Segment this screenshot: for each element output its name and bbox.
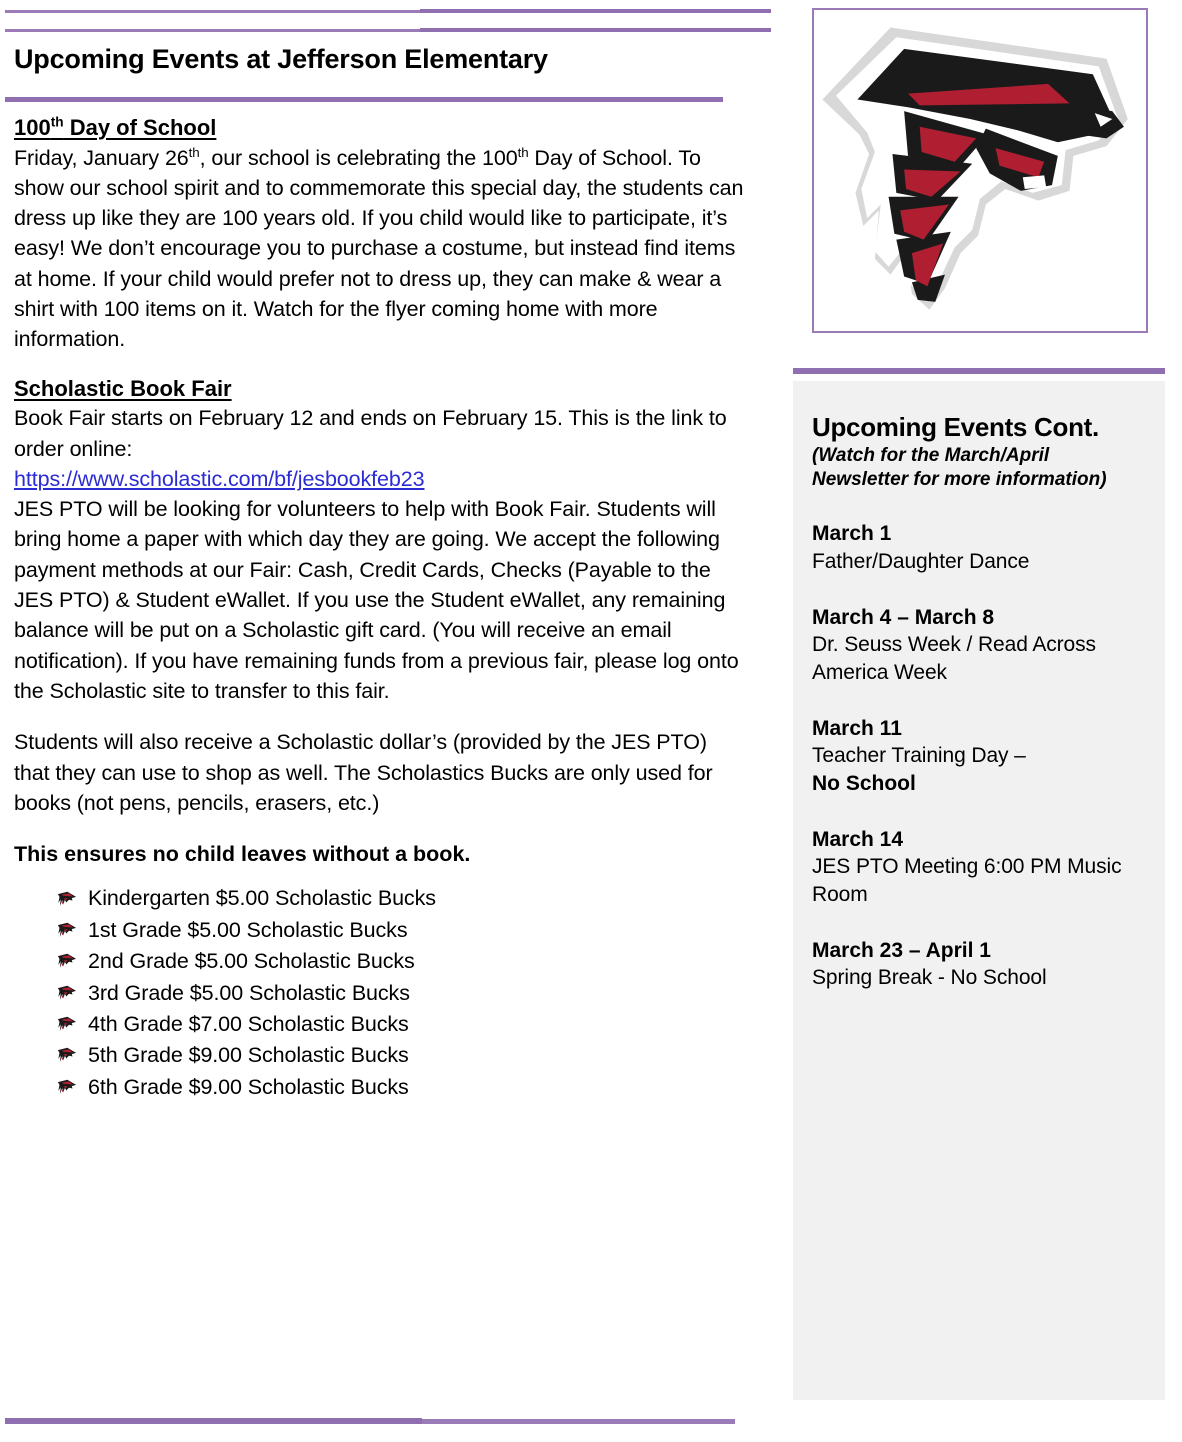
footer-rule-right [422, 1419, 735, 1424]
scholastic-bucks-list [5, 883, 745, 1103]
list-item-label: 1st Grade $5.00 Scholastic Bucks [88, 917, 408, 942]
event-description: Father/Daughter Dance [812, 549, 1030, 573]
text-run: Friday, January 26 [14, 145, 189, 170]
falcon-bullet-icon [57, 1016, 77, 1033]
sidebar-event [812, 520, 1145, 575]
sidebar-event [812, 715, 1145, 798]
list-item [57, 1040, 745, 1071]
sidebar-upcoming-events [793, 381, 1165, 1400]
falcon-bullet-icon [57, 1079, 77, 1096]
event-description-bold: No School [812, 771, 916, 795]
event-date: March 1 [812, 522, 892, 546]
title-underline-rule [5, 97, 723, 102]
rule-segment-left [5, 29, 420, 32]
list-item-label: Kindergarten $5.00 Scholastic Bucks [88, 886, 436, 911]
paragraph-scholastic-dollars: Students will also receive a Scholastic dollar’s (provided by the JES PTO) that they can use to shop as well. The Scholastics Bucks are only used for books (not pens, pencils, erasers, etc.) [14, 730, 713, 815]
page-title: Upcoming Events at Jefferson Elementary [14, 44, 548, 74]
footer-rule-left [5, 1418, 422, 1424]
list-item-label: 4th Grade $7.00 Scholastic Bucks [88, 1011, 409, 1036]
falcon-bullet-icon [57, 1047, 77, 1064]
emphasis-statement: This ensures no child leaves without a book. [14, 842, 471, 867]
scholastic-order-link[interactable]: https://www.scholastic.com/bf/jesbookfeb23 [14, 466, 425, 491]
heading-text-suffix: Day of School [63, 115, 217, 141]
top-decorative-rules [5, 7, 771, 35]
main-content-column [5, 44, 745, 1103]
sidebar-event [812, 604, 1145, 687]
rule-segment-right [420, 28, 771, 32]
falcon-bullet-icon [57, 985, 77, 1002]
event-description: Dr. Seuss Week / Read Across America Week [812, 632, 1096, 684]
sidebar-event [812, 826, 1145, 909]
rule-segment-left [5, 10, 420, 13]
ordinal-suffix: th [188, 144, 200, 160]
falcon-bullet-icon [57, 922, 77, 939]
section-hundredth-day [5, 114, 745, 355]
sidebar-title: Upcoming Events Cont. [812, 412, 1099, 442]
list-item [57, 946, 745, 977]
ordinal-suffix: th [517, 144, 529, 160]
paragraph-hundredth-day [14, 143, 745, 355]
list-item [57, 1072, 745, 1103]
sidebar-top-rule [793, 368, 1165, 374]
event-description: Teacher Training Day – [812, 744, 1026, 768]
event-description: JES PTO Meeting 6:00 PM Music Room [812, 855, 1122, 907]
text-run: , our school is celebrating the 100 [199, 145, 518, 170]
text-run: Day of School. To show our school spirit and to commemorate this special day, the students can dress up like they are 100 years old. If you child would like to participate, it’s easy! We don’t encourage you to purchase a costume, but instead find items at home. If your child would prefer not to dress up, they can make & wear a shirt with 100 items on it. Watch for the flyer coming home with more information. [14, 145, 744, 352]
sidebar-subtitle: (Watch for the March/April Newsletter for more information) [812, 445, 1107, 491]
section-book-fair [5, 375, 745, 1103]
event-date: March 4 – March 8 [812, 605, 995, 629]
falcon-logo [814, 10, 1146, 331]
event-date: March 11 [812, 716, 902, 740]
event-description: Spring Break - No School [812, 966, 1047, 990]
event-date: March 23 – April 1 [812, 939, 991, 962]
falcon-logo-box [812, 8, 1148, 333]
heading-ordinal-suffix: th [50, 114, 64, 130]
text-run: JES PTO will be looking for volunteers to help with Book Fair. Students will bring home a paper with which day they are going. We accept the following payment methods at our Fair: Cash, Credit Cards, Checks (Payable to the JES PTO) & Student eWallet. If you use the Student eWallet, any remaining balance will be put on a Scholastic gift card. (You will receive an email notification). If you have remaining funds from a previous fair, please log onto the Scholastic site to transfer to this fair. [14, 497, 739, 704]
list-item [57, 978, 745, 1009]
falcon-bullet-icon [57, 953, 77, 970]
falcon-bullet-icon [57, 891, 77, 908]
list-item-label: 3rd Grade $5.00 Scholastic Bucks [88, 980, 410, 1005]
heading-text-prefix: 100 [14, 115, 51, 141]
section-heading-book-fair: Scholastic Book Fair [14, 375, 232, 401]
event-date: March 14 [812, 827, 904, 851]
list-item [57, 883, 745, 914]
section-heading-hundredth-day [14, 114, 745, 142]
list-item-label: 6th Grade $9.00 Scholastic Bucks [88, 1074, 409, 1099]
list-item [57, 915, 745, 946]
paragraph-book-fair-intro [14, 403, 745, 706]
sidebar-event [812, 937, 1145, 992]
footer-decorative-rules [5, 1418, 735, 1424]
list-item-label: 5th Grade $9.00 Scholastic Bucks [88, 1043, 409, 1068]
rule-segment-right [420, 9, 771, 13]
text-run: Book Fair starts on February 12 and ends on February 15. This is the link to order online: [14, 406, 727, 461]
list-item [57, 1009, 745, 1040]
list-item-label: 2nd Grade $5.00 Scholastic Bucks [88, 949, 415, 974]
